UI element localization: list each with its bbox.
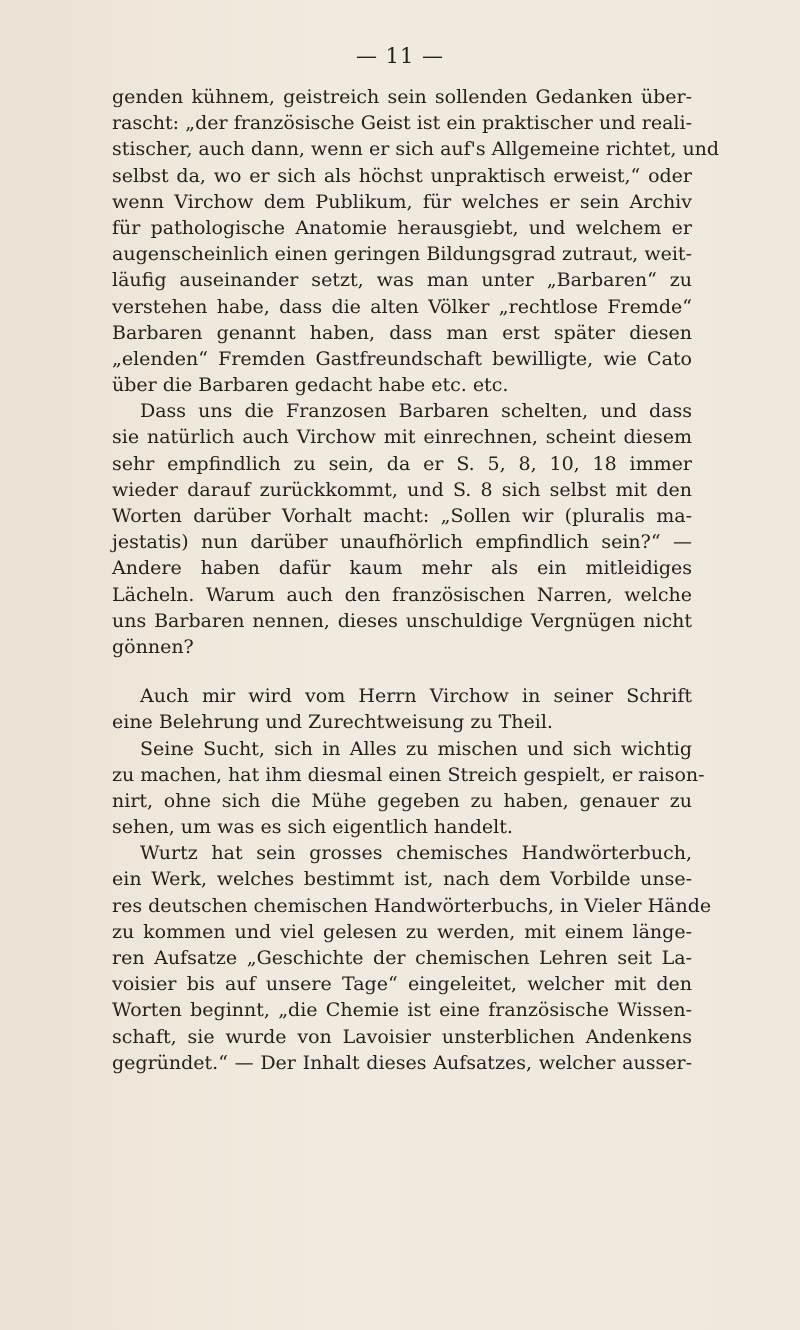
text-line: für pathologische Anatomie herausgiebt, und welchem er (112, 216, 692, 239)
text-line: Barbaren genannt haben, dass man erst später diesen (112, 321, 692, 344)
page-number: — 11 — (355, 44, 445, 68)
text-line: über die Barbaren gedacht habe etc. etc. (112, 374, 509, 397)
text-line: zu machen, hat ihm diesmal einen Streich gespielt, er raison- (112, 763, 705, 786)
text-line: läufig auseinander setzt, was man unter „Barbaren“ zu (112, 269, 692, 292)
text-line: Dass uns die Franzosen Barbaren schelten, und dass (140, 400, 692, 423)
text-line: sehen, um was es sich eigentlich handelt. (112, 816, 513, 839)
text-line: stischer, auch dann, wenn er sich auf's Allgemeine richtet, und (112, 138, 720, 161)
text-line: selbst da, wo er sich als höchst unpraktisch erweist,“ oder (112, 164, 692, 187)
text-line: wieder darauf zurückkommt, und S. 8 sich selbst mit den (112, 478, 692, 501)
text-line: eine Belehrung und Zurechtweisung zu Theil. (112, 711, 553, 734)
text-line: rascht: „der französische Geist ist ein praktischer und reali- (112, 112, 692, 135)
text-line: „elenden“ Fremden Gastfreundschaft bewilligte, wie Cato (112, 347, 692, 370)
text-line: wenn Virchow dem Publikum, für welches er sein Archiv (112, 190, 692, 213)
text-line: Lächeln. Warum auch den französischen Narren, welche (112, 583, 692, 606)
text-line: sie natürlich auch Virchow mit einrechnen, scheint diesem (112, 426, 692, 449)
text-line: Seine Sucht, sich in Alles zu mischen und sich wichtig (140, 737, 692, 760)
text-line: Wurtz hat sein grosses chemisches Handwörterbuch, (140, 842, 692, 865)
text-line: jestatis) nun darüber unaufhörlich empfindlich sein?“ — (112, 531, 692, 554)
text-line: uns Barbaren nennen, dieses unschuldige Vergnügen nicht (112, 609, 692, 632)
text-line: genden kühnem, geistreich sein sollenden Gedanken über- (112, 86, 692, 108)
text-line: Andere haben dafür kaum mehr als ein mitleidiges (112, 557, 692, 580)
text-line: voisier bis auf unsere Tage“ eingeleitet, welcher mit den (112, 973, 692, 996)
text-line: verstehen habe, dass die alten Völker „rechtlose Fremde“ (112, 295, 692, 318)
text-line: gegründet.“ — Der Inhalt dieses Aufsatzes, welcher ausser- (112, 1051, 692, 1074)
text-line: schaft, sie wurde von Lavoisier unsterblichen Andenkens (112, 1025, 692, 1048)
text-line: ein Werk, welches bestimmt ist, nach dem Vorbilde unse- (112, 868, 692, 891)
text-line: sehr empfindlich zu sein, da er S. 5, 8, 10, 18 immer (112, 452, 692, 475)
text-line: Worten darüber Vorhalt macht: „Sollen wir (pluralis ma- (112, 505, 692, 527)
paragraph-gap (112, 660, 692, 683)
text-line: zu kommen und viel gelesen zu werden, mit einem länge- (112, 920, 692, 943)
body-text (112, 84, 720, 1076)
text-line: res deutschen chemischen Handwörterbuchs, in Vieler Hände (112, 894, 712, 917)
text-line: augenscheinlich einen geringen Bildungsgrad zutraut, weit- (112, 243, 692, 266)
text-line: ren Aufsatze „Geschichte der chemischen Lehren seit La- (112, 947, 692, 969)
text-line: Auch mir wird vom Herrn Virchow in seiner Schrift (140, 685, 692, 708)
text-line: Worten beginnt, „die Chemie ist eine französische Wissen- (112, 999, 692, 1022)
text-line: gönnen? (112, 635, 194, 658)
text-line: nirt, ohne sich die Mühe gegeben zu haben, genauer zu (112, 789, 692, 812)
